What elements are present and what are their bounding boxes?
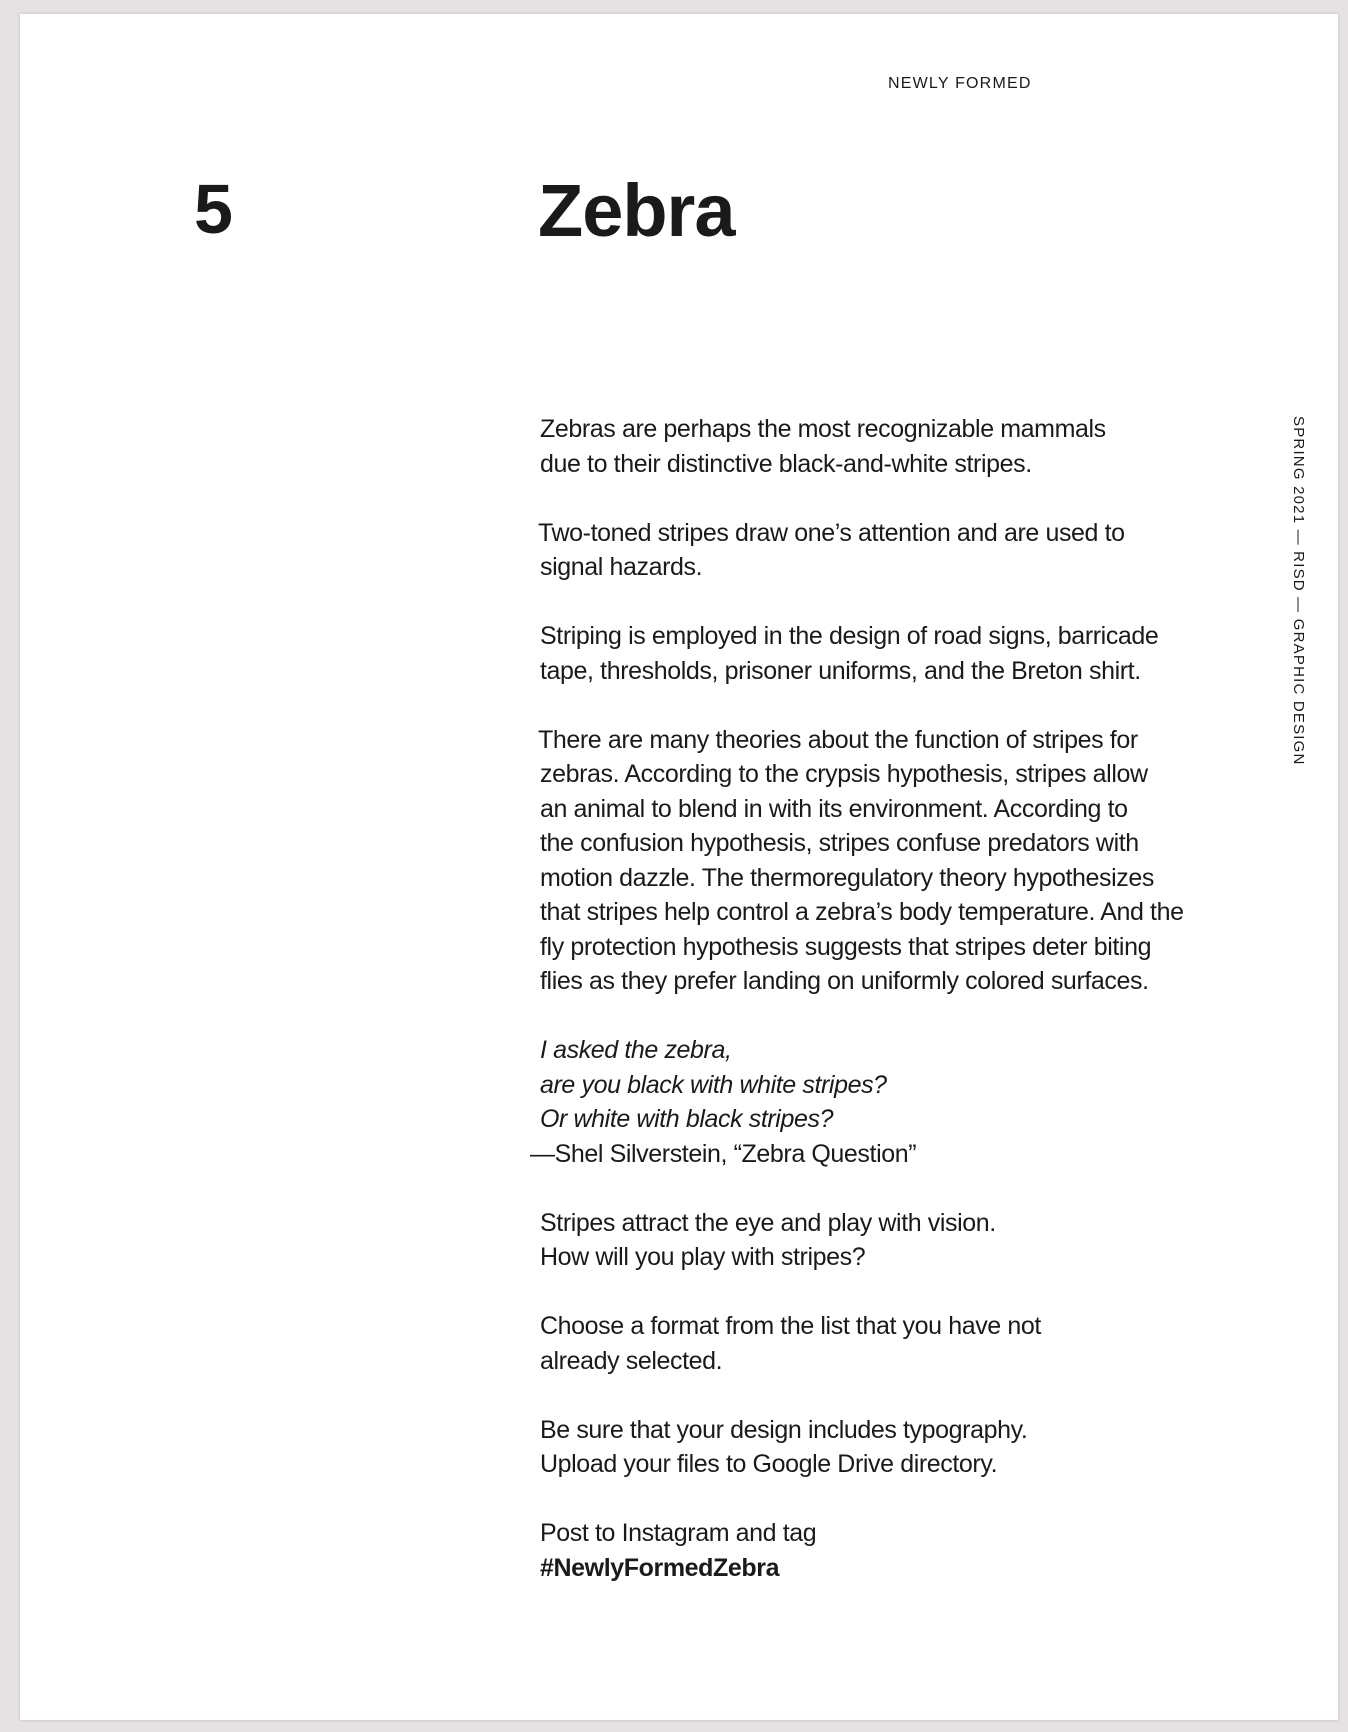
paragraph-upload (540, 1413, 1240, 1482)
text-line: an animal to blend in with its environment. According to (540, 794, 1128, 823)
paragraph-play (540, 1206, 1240, 1275)
text-line: Be sure that your design includes typography. (540, 1415, 1028, 1444)
text-line: the confusion hypothesis, stripes confuse predators with (540, 829, 1139, 857)
hashtag: #NewlyFormedZebra (540, 1553, 780, 1582)
running-header: NEWLY FORMED (888, 75, 1032, 92)
text-line: Post to Instagram and tag (540, 1519, 817, 1547)
text-line: Stripes attract the eye and play with vision. (540, 1208, 996, 1237)
text-line: Two-toned stripes draw one’s attention and are used to (538, 518, 1125, 547)
quote-block (530, 1033, 1240, 1171)
quote-line: are you black with white stripes? (540, 1070, 887, 1099)
body-text (530, 412, 1240, 1620)
quote-line: Or white with black stripes? (540, 1105, 834, 1133)
text-line: Striping is employed in the design of road signs, barricade (540, 622, 1159, 650)
page-number: 5 (194, 170, 233, 248)
quote-attribution: —Shel Silverstein, “Zebra Question” (530, 1139, 917, 1168)
paragraph-hazards (540, 516, 1240, 585)
page-title: Zebra (538, 169, 735, 252)
side-running-label: SPRING 2021 — RISD — GRAPHIC DESIGN (1290, 416, 1307, 766)
text-line: There are many theories about the function of stripes for (538, 725, 1138, 754)
text-line: How will you play with stripes? (540, 1243, 866, 1271)
text-line: Zebras are perhaps the most recognizable mammals (540, 415, 1106, 443)
text-line: zebras. According to the crypsis hypothesis, stripes allow (540, 760, 1148, 788)
text-line: motion dazzle. The thermoregulatory theory hypothesizes (540, 863, 1154, 892)
quote-line: I asked the zebra, (540, 1036, 732, 1064)
text-line: Upload your files to Google Drive directory. (540, 1450, 998, 1478)
paragraph-striping (540, 619, 1240, 688)
text-line: signal hazards. (540, 553, 703, 581)
document-page (20, 14, 1338, 1720)
paragraph-intro (540, 412, 1240, 481)
text-line: that stripes help control a zebra’s body temperature. And the (540, 898, 1184, 926)
text-line: already selected. (540, 1346, 723, 1375)
paragraph-instagram (540, 1516, 1240, 1585)
text-line: due to their distinctive black-and-white stripes. (540, 449, 1032, 478)
paragraph-format (540, 1309, 1240, 1378)
text-line: tape, thresholds, prisoner uniforms, and the Breton shirt. (540, 656, 1141, 685)
text-line: flies as they prefer landing on uniformly colored surfaces. (540, 967, 1149, 995)
text-line: fly protection hypothesis suggests that stripes deter biting (540, 932, 1152, 961)
text-line: Choose a format from the list that you have not (540, 1312, 1041, 1340)
paragraph-theories (540, 723, 1240, 999)
